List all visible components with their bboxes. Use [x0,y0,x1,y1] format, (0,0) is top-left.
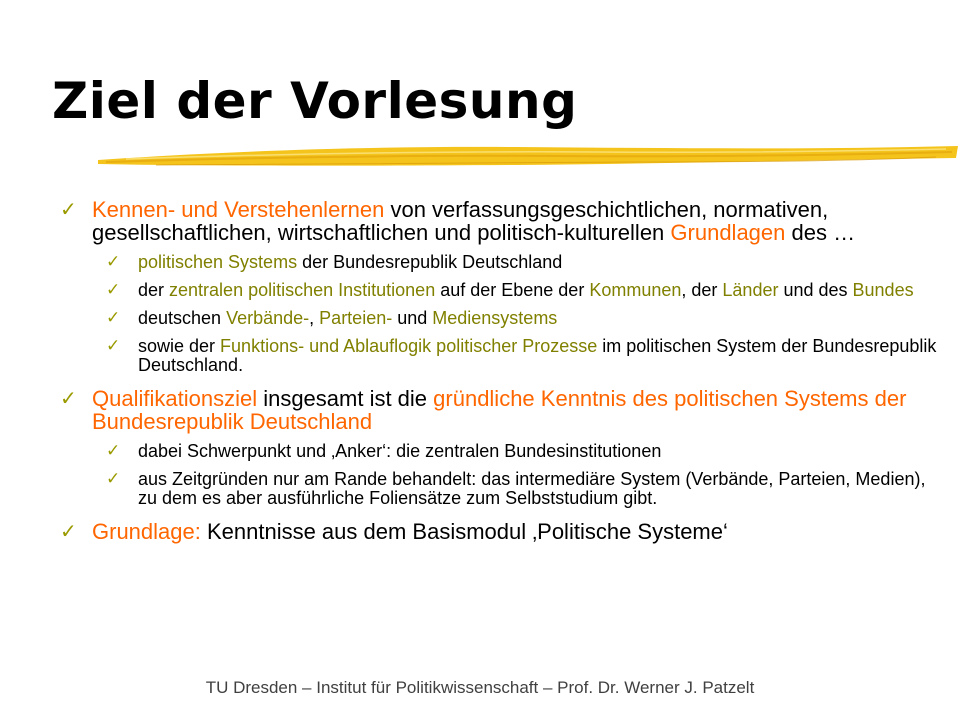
bullet-text: auf der Ebene der [435,280,590,300]
bullet-list [60,198,940,552]
check-mark-icon: ✓ [60,519,77,543]
bullet-text: von verfassungsgeschichtlichen, normativen, gesellschaftlichen, wirtschaftlichen und politisch-kulturellen [92,197,829,245]
bullet-text: sowie der [138,336,221,356]
highlight-text: Bundes [852,280,914,300]
highlight-text: zentralen politischen Institutionen [169,280,436,300]
bullet-text: Kenntnisse aus dem Basismodul ‚Politische Systeme‘ [200,519,728,544]
highlight-text: Funktions- und Ablauflogik politischer Prozesse [220,336,598,356]
highlight-text: Qualifikationsziel [92,386,258,411]
sub-bullet-institutions [60,281,940,300]
check-mark-icon: ✓ [106,252,121,272]
bullet-text: des … [785,220,856,245]
bullet-text: , der [681,280,723,300]
check-mark-icon: ✓ [60,386,77,410]
sub-bullet-process-logic [60,337,940,375]
bullet-text: , [309,308,320,328]
check-mark-icon: ✓ [106,469,121,489]
highlight-text: Kommunen [589,280,682,300]
highlight-text: gründliche Kenntnis des politischen Systems der Bundesrepublik Deutschland [92,386,907,434]
sub-bullet-intermediary [60,309,940,328]
bullet-prerequisite [60,520,940,543]
check-mark-icon: ✓ [106,336,121,356]
yellow-brush-stroke-divider [96,138,960,172]
highlight-text: politischen Systems [138,252,298,272]
sub-bullet-focus [60,442,940,461]
bullet-text: deutschen [138,308,227,328]
bullet-text: aus Zeitgründen nur am Rande behandelt: das intermediäre System (Verbände, Parteien, Medien), zu dem es aber ausführliche Foliensätze zum Selbststudium gibt. [138,469,926,508]
highlight-text: Grundlage: [92,519,201,544]
highlight-text: Grundlagen [670,220,786,245]
check-mark-icon: ✓ [106,441,121,461]
bullet-text: im politischen System der Bundesrepublik Deutschland. [138,336,937,375]
highlight-text: Länder [722,280,779,300]
sub-bullet-political-system [60,253,940,272]
highlight-text: Kennen- und Verstehenlernen [92,197,385,222]
bullet-text: der [138,280,170,300]
slide-footer: TU Dresden – Institut für Politikwissenschaft – Prof. Dr. Werner J. Patzelt [205,678,755,697]
bullet-learning-goal [60,198,940,244]
bullet-text: der Bundesrepublik Deutschland [297,252,563,272]
bullet-text: dabei Schwerpunkt und ‚Anker‘: die zentralen Bundesinstitutionen [138,441,662,461]
slide-title: Ziel der Vorlesung [52,72,578,130]
sub-bullet-self-study [60,470,940,508]
bullet-text: und des [778,280,853,300]
check-mark-icon: ✓ [106,308,121,328]
highlight-text: Parteien- [319,308,393,328]
highlight-text: Verbände- [226,308,310,328]
highlight-text: Mediensystems [432,308,558,328]
check-mark-icon: ✓ [106,280,121,300]
bullet-text: und [392,308,433,328]
check-mark-icon: ✓ [60,197,77,221]
bullet-text: insgesamt ist die [257,386,434,411]
bullet-qualification-goal [60,387,940,433]
